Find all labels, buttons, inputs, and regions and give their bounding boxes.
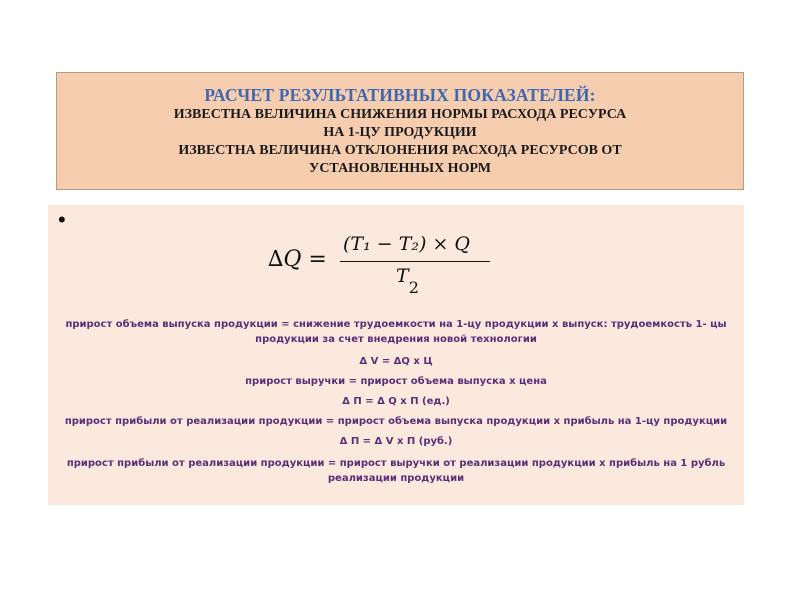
text-line-7: прирост прибыли от реализации продукции = прирост выручки от реализации продукции х прибыль на 1 рубль реализации продукции xyxy=(66,458,726,484)
formula-lhs: ∆Q = xyxy=(268,247,327,272)
text-line-1: прирост объема выпуска продукции = снижение трудоемкости на 1-цу продукции х выпуск: трудоемкость 1- цы продукции за счет внедрения новой технологии xyxy=(65,319,727,345)
content-box xyxy=(48,205,744,505)
header-line-3: ИЗВЕСТНА ВЕЛИЧИНА ОТКЛОНЕНИЯ РАСХОДА РЕСУРСОВ ОТ xyxy=(178,143,622,158)
bullet-point: • xyxy=(58,207,66,232)
formula-denominator xyxy=(396,265,419,297)
text-line-3: прирост выручки = прирост объема выпуска х цена xyxy=(245,376,547,387)
text-line-6: Δ П = Δ V х П (руб.) xyxy=(339,436,453,447)
header-line-4: УСТАНОВЛЕННЫХ НОРМ xyxy=(309,161,491,176)
header-title: РАСЧЕТ РЕЗУЛЬТАТИВНЫХ ПОКАЗАТЕЛЕЙ: xyxy=(204,85,596,105)
text-line-5: прирост прибыли от реализации продукции = прирост объема выпуска продукции х прибыль на 1-цу продукции xyxy=(64,416,728,427)
header-line-1: ИЗВЕСТНА ВЕЛИЧИНА СНИЖЕНИЯ НОРМЫ РАСХОДА РЕСУРСА xyxy=(173,107,627,122)
formula-denominator-var: T xyxy=(396,265,409,287)
header-line-2: НА 1-ЦУ ПРОДУКЦИИ xyxy=(323,125,477,140)
formula xyxy=(268,233,528,297)
text-line-4: Δ П = Δ Q х П (ед.) xyxy=(342,396,450,407)
fraction-bar xyxy=(340,261,490,262)
formula-numerator: (T₁ − T₂) × Q xyxy=(343,233,470,255)
formula-denominator-sub: 2 xyxy=(408,277,419,297)
text-line-2: Δ V = ΔQ х Ц xyxy=(359,356,433,367)
header-box xyxy=(56,72,744,190)
explanation-text xyxy=(48,317,744,486)
